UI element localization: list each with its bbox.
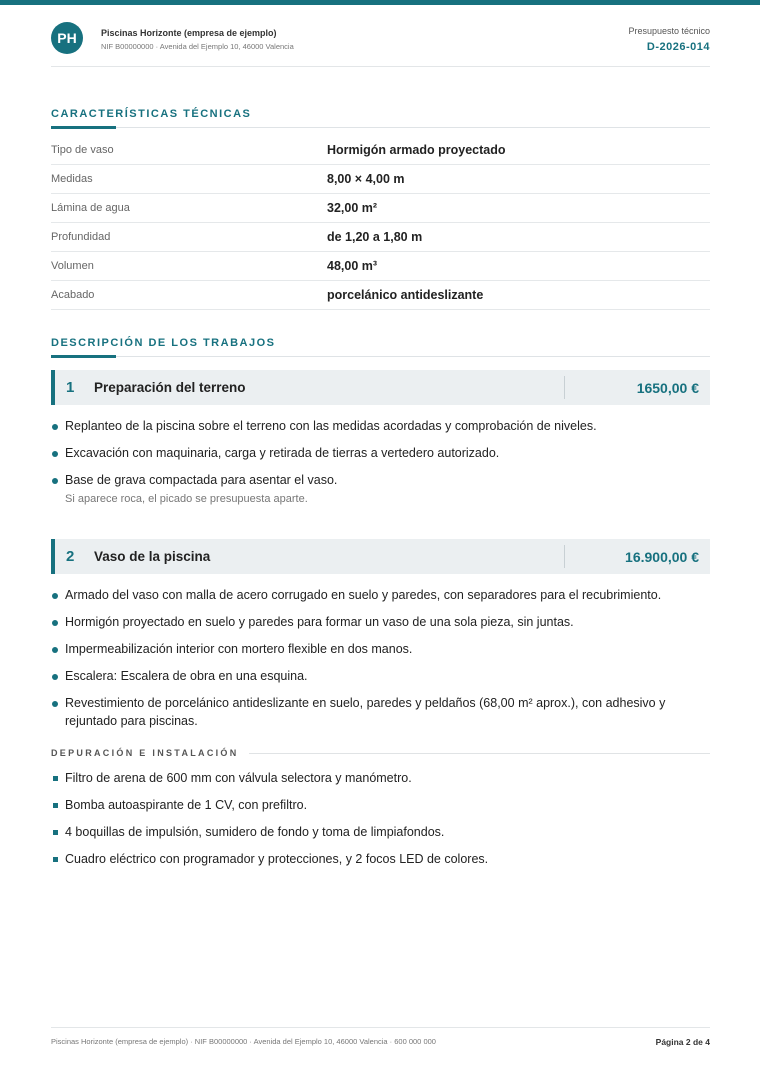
list-item bbox=[51, 769, 710, 787]
spec-value: de 1,20 a 1,80 m bbox=[327, 230, 423, 244]
spec-row bbox=[51, 252, 710, 281]
section-underline bbox=[51, 355, 116, 358]
work-item-price: 1650,00 € bbox=[636, 380, 699, 396]
list-item bbox=[51, 586, 710, 604]
spec-label: Acabado bbox=[51, 289, 95, 301]
list-item bbox=[51, 796, 710, 814]
spec-row bbox=[51, 223, 710, 252]
spec-row bbox=[51, 281, 710, 310]
spec-row bbox=[51, 165, 710, 194]
list-item-text: Cuadro eléctrico con programador y protecciones, y 2 focos LED de colores. bbox=[65, 852, 489, 866]
divider bbox=[564, 376, 565, 399]
spec-value: 8,00 × 4,00 m bbox=[327, 172, 405, 186]
bullet-icon bbox=[52, 701, 58, 707]
work-item-header bbox=[51, 370, 710, 405]
list-item bbox=[51, 471, 710, 489]
spec-row bbox=[51, 136, 710, 165]
spec-value: 48,00 m³ bbox=[327, 259, 378, 273]
list-item-text: Excavación con maquinaria, carga y retirada de tierras a vertedero autorizado. bbox=[65, 446, 500, 460]
list-item bbox=[51, 613, 710, 631]
list-item-text: Replanteo de la piscina sobre el terreno con las medidas acordadas y comprobación de niveles. bbox=[65, 419, 597, 433]
company-name: Piscinas Horizonte (empresa de ejemplo) bbox=[101, 28, 277, 38]
spec-label: Profundidad bbox=[51, 231, 111, 243]
spec-value: porcelánico antideslizante bbox=[327, 288, 484, 302]
list-item-text: 4 boquillas de impulsión, sumidero de fondo y toma de limpiafondos. bbox=[65, 825, 445, 839]
document-type: Presupuesto técnico bbox=[628, 26, 710, 36]
square-bullet-icon bbox=[53, 857, 58, 862]
section-title-tech bbox=[51, 108, 710, 128]
bullet-icon bbox=[52, 647, 58, 653]
square-bullet-icon bbox=[53, 830, 58, 835]
section-title-tech-label: CARACTERÍSTICAS TÉCNICAS bbox=[51, 108, 252, 120]
spec-value: 32,00 m² bbox=[327, 201, 378, 215]
list-item-text: Escalera: Escalera de obra en una esquina. bbox=[65, 669, 308, 683]
work-item-title: Preparación del terreno bbox=[94, 380, 246, 395]
subsection-header bbox=[51, 748, 710, 760]
list-item bbox=[51, 444, 710, 462]
work-item-header bbox=[51, 539, 710, 574]
top-accent-bar bbox=[0, 0, 760, 5]
section-underline bbox=[51, 126, 116, 129]
spec-label: Volumen bbox=[51, 260, 94, 272]
work-item-note: Si aparece roca, el picado se presupuesta aparte. bbox=[65, 493, 308, 505]
list-item-text: Armado del vaso con malla de acero corrugado en suelo y paredes, con separadores para el recubrimiento. bbox=[65, 588, 662, 602]
page-number: Página 2 de 4 bbox=[655, 1037, 710, 1047]
bullet-icon bbox=[52, 674, 58, 680]
work-item-number: 1 bbox=[66, 379, 75, 396]
footer-company-info: Piscinas Horizonte (empresa de ejemplo) · NIF B00000000 · Avenida del Ejemplo 10, 46000 Valencia · 600 000 000 bbox=[51, 1037, 436, 1046]
work-item-price: 16.900,00 € bbox=[625, 549, 699, 565]
spec-label: Lámina de agua bbox=[51, 202, 130, 214]
document-footer bbox=[51, 1027, 710, 1047]
divider bbox=[564, 545, 565, 568]
list-item bbox=[51, 667, 710, 685]
list-item-text: Revestimiento de porcelánico antideslizante en suelo, paredes y peldaños (68,00 m² aprox.), con adhesivo y rejuntado para piscinas. bbox=[65, 696, 666, 728]
list-item-text: Hormigón proyectado en suelo y paredes para formar un vaso de una sola pieza, sin juntas. bbox=[65, 615, 574, 629]
document-id: D-2026-014 bbox=[646, 41, 710, 53]
square-bullet-icon bbox=[53, 803, 58, 808]
subsection-title: DEPURACIÓN E INSTALACIÓN bbox=[51, 748, 249, 758]
spec-label: Medidas bbox=[51, 173, 93, 185]
document-header bbox=[51, 21, 710, 67]
spec-row bbox=[51, 194, 710, 223]
company-details: NIF B00000000 · Avenida del Ejemplo 10, 46000 Valencia bbox=[101, 42, 294, 51]
bullet-icon bbox=[52, 424, 58, 430]
square-bullet-icon bbox=[53, 776, 58, 781]
list-item-text: Impermeabilización interior con mortero flexible en dos manos. bbox=[65, 642, 413, 656]
list-item bbox=[51, 417, 710, 435]
list-item bbox=[51, 640, 710, 658]
work-item-number: 2 bbox=[66, 548, 75, 565]
spec-table bbox=[51, 136, 710, 310]
list-item bbox=[51, 823, 710, 841]
bullet-icon bbox=[52, 451, 58, 457]
section-title-works-label: DESCRIPCIÓN DE LOS TRABAJOS bbox=[51, 337, 276, 349]
list-item-text: Base de grava compactada para asentar el vaso. bbox=[65, 473, 338, 487]
spec-value: Hormigón armado proyectado bbox=[327, 143, 506, 157]
spec-label: Tipo de vaso bbox=[51, 144, 114, 156]
list-item bbox=[51, 694, 710, 730]
bullet-icon bbox=[52, 478, 58, 484]
list-item-text: Bomba autoaspirante de 1 CV, con prefiltro. bbox=[65, 798, 308, 812]
work-item-title: Vaso de la piscina bbox=[94, 549, 211, 564]
bullet-icon bbox=[52, 593, 58, 599]
list-item-text: Filtro de arena de 600 mm con válvula selectora y manómetro. bbox=[65, 771, 412, 785]
company-logo: PH bbox=[51, 22, 83, 54]
list-item bbox=[51, 850, 710, 868]
bullet-icon bbox=[52, 620, 58, 626]
section-title-works bbox=[51, 337, 710, 357]
